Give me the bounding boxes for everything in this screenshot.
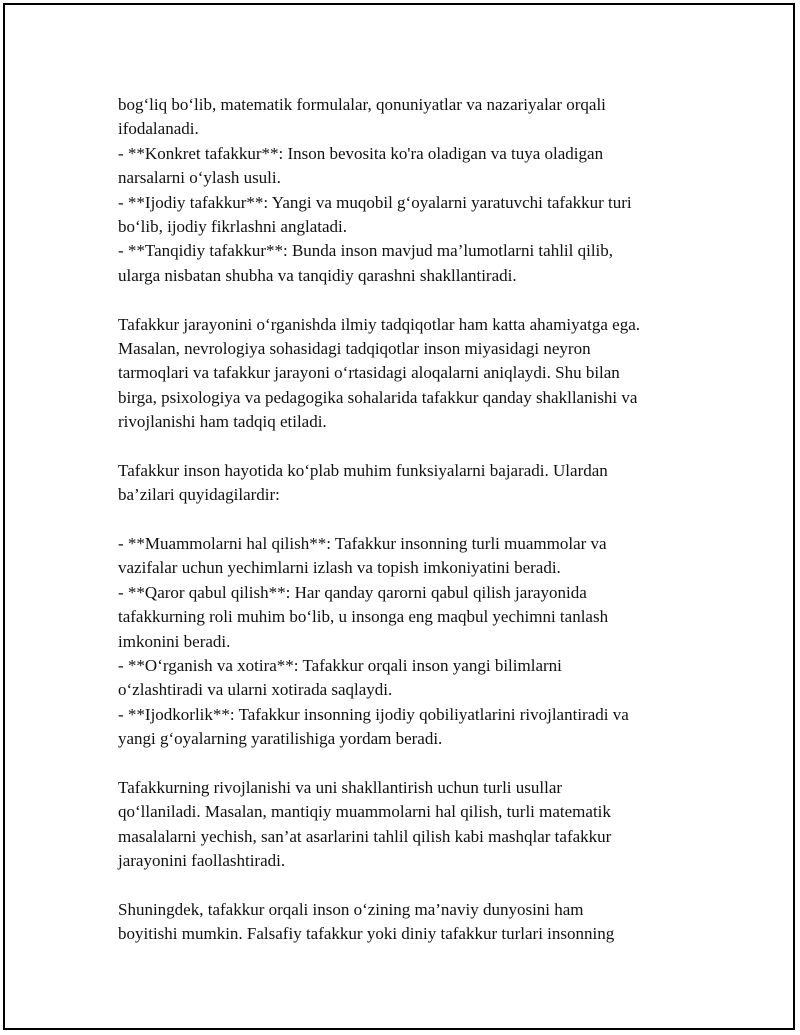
text-line: rivojlanishi ham tadqiq etiladi. (118, 412, 327, 432)
text-line: birga, psixologiya va pedagogika sohalarida tafakkur qanday shakllanishi va (118, 387, 638, 407)
text-line: - **O‘rganish va xotira**: Tafakkur orqali inson yangi bilimlarni (118, 655, 562, 675)
text-line: ba’zilari quyidagilardir: (118, 485, 280, 505)
text-line: Shuningdek, tafakkur orqali inson o‘zining ma’naviy dunyosini ham (118, 899, 584, 919)
paragraph-gap (118, 874, 698, 898)
text-line: masalalarni yechish, san’at asarlarini tahlil qilish kabi mashqlar tafakkur (118, 826, 612, 846)
text-line: - **Tanqidiy tafakkur**: Bunda inson mavjud ma’lumotlarni tahlil qilib, (118, 241, 614, 261)
text-line: narsalarni o‘ylash usuli. (118, 168, 281, 188)
text-line: qo‘llaniladi. Masalan, mantiqiy muammolarni hal qilish, turli matematik (118, 802, 611, 822)
text-line: - **Qaror qabul qilish**: Har qanday qarorni qabul qilish jarayonida (118, 582, 587, 602)
text-line: boyitishi mumkin. Falsafiy tafakkur yoki diniy tafakkur turlari insonning (118, 924, 615, 944)
paragraph-gap (118, 752, 698, 776)
text-line: Tafakkurning rivojlanishi va uni shakllantirish uchun turli usullar (118, 777, 563, 797)
text-line: o‘zlashtiradi va ularni xotirada saqlaydi. (118, 680, 393, 700)
text-line: imkonini beradi. (118, 631, 231, 651)
paragraph-gap (118, 288, 698, 312)
text-line: - **Ijodkorlik**: Tafakkur insonning ijodiy qobiliyatlarini rivojlantiradi va (118, 704, 629, 724)
text-line: Tafakkur jarayonini o‘rganishda ilmiy tadqiqotlar ham katta ahamiyatga ega. (118, 314, 641, 334)
text-line: Masalan, nevrologiya sohasidagi tadqiqotlar inson miyasidagi neyron (118, 338, 591, 358)
text-line: - **Muammolarni hal qilish**: Tafakkur insonning turli muammolar va (118, 534, 607, 554)
text-line: - **Konkret tafakkur**: Inson bevosita ko'ra oladigan va tuya oladigan (118, 143, 604, 163)
paragraph-gap (118, 508, 698, 532)
text-line: tarmoqlari va tafakkur jarayoni o‘rtasidagi aloqalarni aniqlaydi. Shu bilan (118, 363, 620, 383)
document-body (118, 93, 698, 947)
text-line: - **Ijodiy tafakkur**: Yangi va muqobil g‘oyalarni yaratuvchi tafakkur turi (118, 192, 632, 212)
text-line: vazifalar uchun yechimlarni izlash va topish imkoniyatini beradi. (118, 558, 561, 578)
text-line: ularga nisbatan shubha va tanqidiy qarashni shakllantiradi. (118, 265, 517, 285)
text-line: bog‘liq bo‘lib, matematik formulalar, qonuniyatlar va nazariyalar orqali (118, 95, 606, 114)
text-line: tafakkurning roli muhim bo‘lib, u insonga eng maqbul yechimni tanlash (118, 607, 609, 627)
paragraph-gap (118, 434, 698, 458)
text-line: Tafakkur inson hayotida ko‘plab muhim funksiyalarni bajaradi. Ulardan (118, 460, 608, 480)
text-line: bo‘lib, ijodiy fikrlashni anglatadi. (118, 216, 347, 236)
text-line: ifodalanadi. (118, 119, 199, 139)
text-line: jarayonini faollashtiradi. (118, 851, 286, 871)
text-line: yangi g‘oyalarning yaratilishiga yordam beradi. (118, 729, 443, 749)
